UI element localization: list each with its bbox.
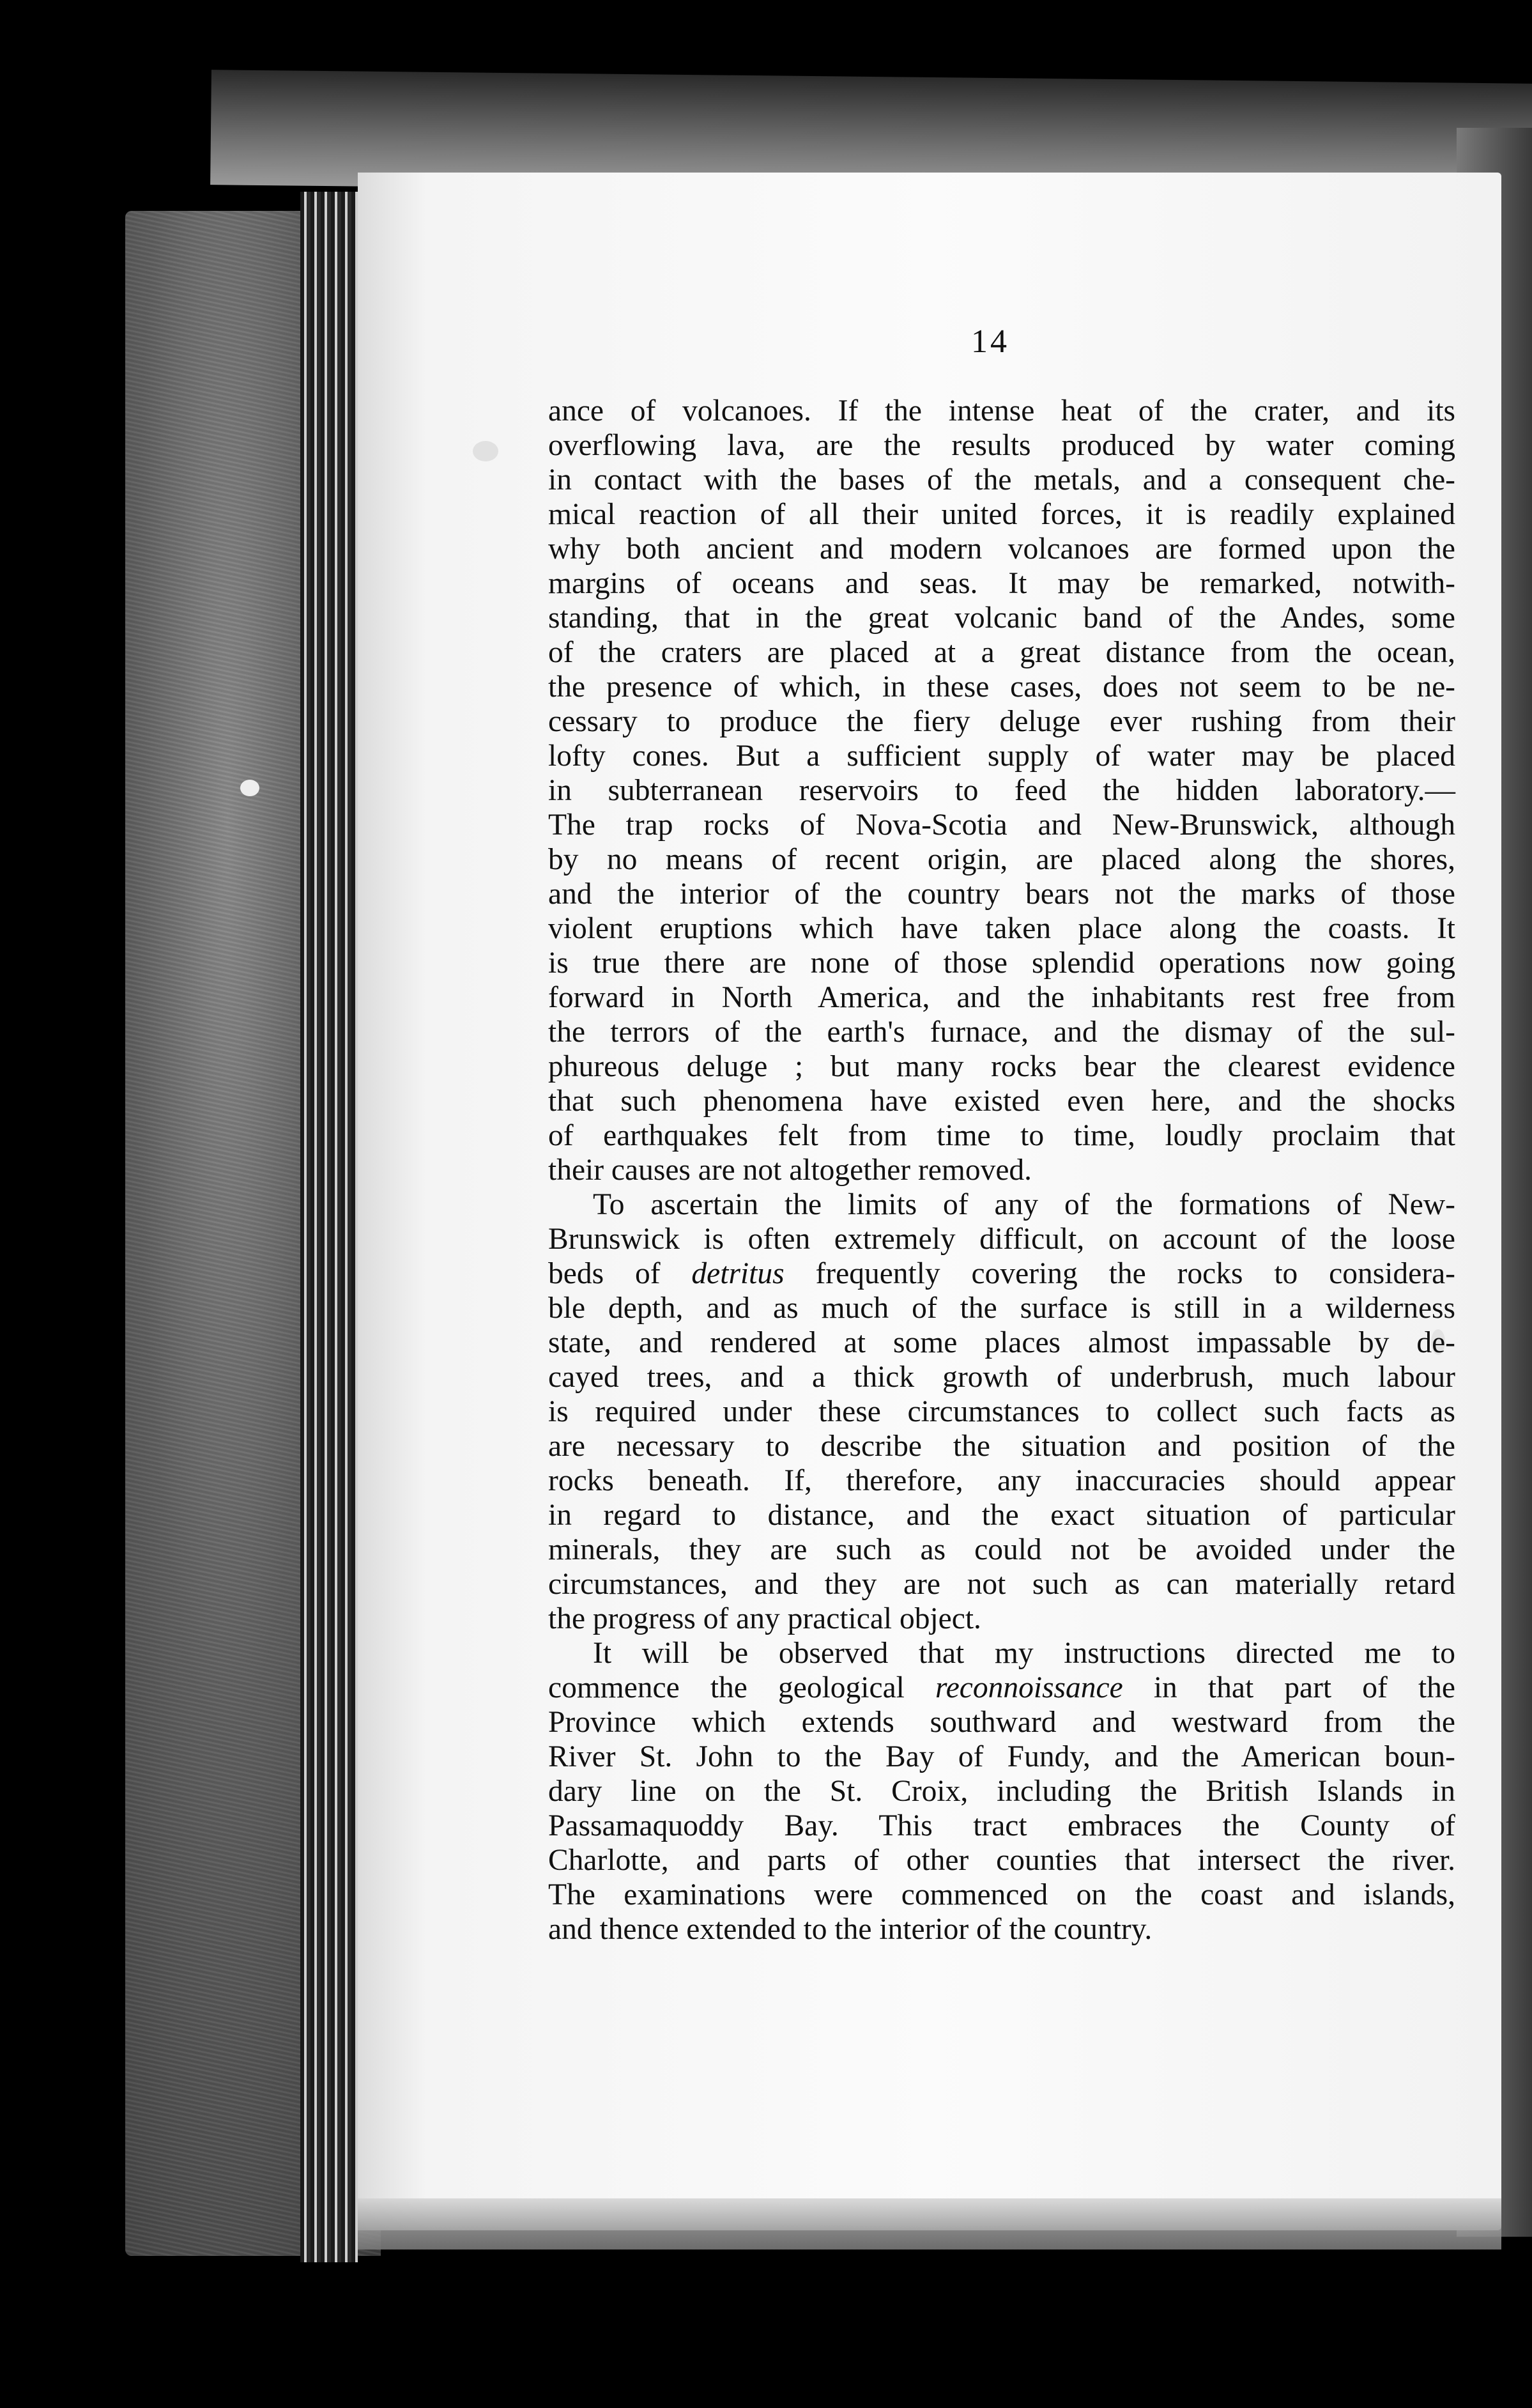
- text-line: Charlotte, and parts of other counties that intersect the river.: [548, 1844, 1455, 1877]
- text-line: The trap rocks of Nova-Scotia and New-Brunswick, although: [548, 808, 1455, 842]
- text-line: phureous deluge ; but many rocks bear the clearest evidence: [548, 1050, 1455, 1083]
- text-line: and thence extended to the interior of the country.: [548, 1913, 1153, 1946]
- text-line: cayed trees, and a thick growth of underbrush, much labour: [548, 1361, 1455, 1394]
- page-number: 14: [971, 323, 1009, 360]
- text-line: Province which extends southward and westward from the: [548, 1706, 1455, 1739]
- text-line: rocks beneath. If, therefore, any inaccuracies should appear: [548, 1464, 1455, 1497]
- text-line: violent eruptions which have taken place along the coasts. It: [548, 912, 1455, 945]
- text-line: Brunswick is often extremely difficult, on account of the loose: [548, 1223, 1455, 1256]
- text-line: why both ancient and modern volcanoes are formed upon the: [548, 532, 1455, 566]
- text-line: margins of oceans and seas. It may be remarked, notwith-: [548, 567, 1455, 600]
- text-line: The examinations were commenced on the coast and islands,: [548, 1878, 1455, 1911]
- text-line: It will be observed that my instructions directed me to: [593, 1637, 1455, 1670]
- text-line: are necessary to describe the situation and position of the: [548, 1430, 1455, 1463]
- text-line: beds of detritus frequently covering the rocks to considera-: [548, 1257, 1455, 1290]
- text-line: is required under these circumstances to collect such facts as: [548, 1395, 1455, 1428]
- text-line: the terrors of the earth's furnace, and the dismay of the sul-: [548, 1015, 1455, 1049]
- text-line: the presence of which, in these cases, does not seem to be ne-: [548, 670, 1455, 704]
- text-line: the progress of any practical object.: [548, 1602, 981, 1635]
- text-line: in subterranean reservoirs to feed the hidden laboratory.—: [548, 774, 1455, 807]
- text-line: minerals, they are such as could not be avoided under the: [548, 1533, 1455, 1566]
- text-line: forward in North America, and the inhabitants rest free from: [548, 981, 1455, 1014]
- text-line: standing, that in the great volcanic band of the Andes, some: [548, 601, 1455, 635]
- body-text: [548, 394, 1455, 1947]
- text-line: their causes are not altogether removed.: [548, 1154, 1032, 1187]
- text-line: ance of volcanoes. If the intense heat of the crater, and its: [548, 394, 1455, 428]
- text-line: is true there are none of those splendid operations now going: [548, 946, 1455, 980]
- text-line: and the interior of the country bears not the marks of those: [548, 877, 1455, 911]
- text-line: cessary to produce the fiery deluge ever rushing from their: [548, 705, 1455, 738]
- text-line: in contact with the bases of the metals, and a consequent che-: [548, 463, 1455, 497]
- text-line: commence the geological reconnoissance in that part of the: [548, 1671, 1455, 1704]
- text-line: state, and rendered at some places almost impassable by de-: [548, 1326, 1455, 1359]
- text-line: by no means of recent origin, are placed along the shores,: [548, 843, 1455, 876]
- paper-speck: [473, 441, 498, 461]
- text-line: of the craters are placed at a great distance from the ocean,: [548, 636, 1455, 669]
- text-line: in regard to distance, and the exact situation of particular: [548, 1499, 1455, 1532]
- text-line: circumstances, and they are not such as can materially retard: [548, 1568, 1455, 1601]
- paper-speck: [240, 780, 259, 796]
- text-line: River St. John to the Bay of Fundy, and the American boun-: [548, 1740, 1455, 1773]
- text-line: To ascertain the limits of any of the formations of New-: [593, 1188, 1455, 1221]
- text-line: dary line on the St. Croix, including the British Islands in: [548, 1775, 1455, 1808]
- text-line: lofty cones. But a sufficient supply of water may be placed: [548, 739, 1455, 773]
- text-line: of earthquakes felt from time to time, loudly proclaim that: [548, 1119, 1455, 1152]
- text-line: ble depth, and as much of the surface is still in a wilderness: [548, 1292, 1455, 1325]
- text-line: that such phenomena have existed even here, and the shocks: [548, 1084, 1455, 1118]
- text-line: mical reaction of all their united forces, it is readily explained: [548, 498, 1455, 531]
- text-line: overflowing lava, are the results produced by water coming: [548, 429, 1455, 462]
- text-line: Passamaquoddy Bay. This tract embraces the County of: [548, 1809, 1455, 1842]
- page-bottom-shadow: [358, 2198, 1501, 2250]
- page-edges: [300, 192, 358, 2262]
